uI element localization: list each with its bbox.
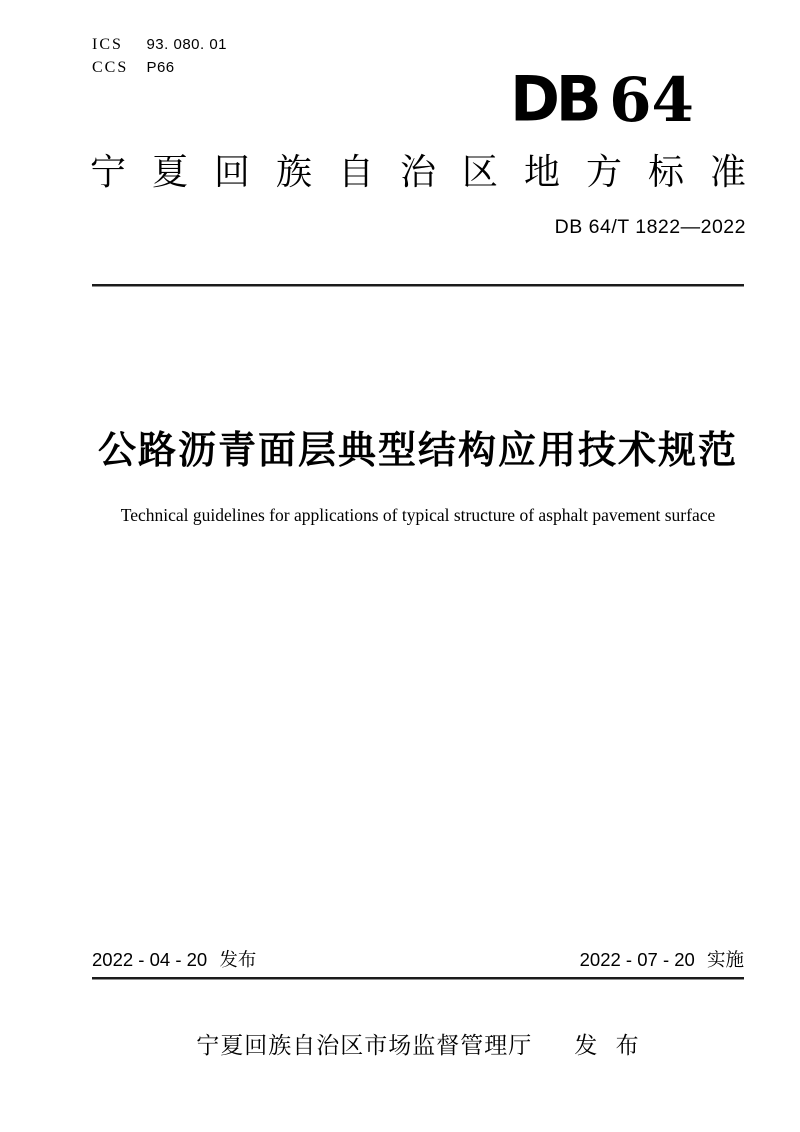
logo-64-text: 64: [609, 65, 694, 136]
implement-date: 2022 - 07 - 20: [579, 949, 695, 970]
ccs-line: [92, 56, 227, 79]
db64-logo: [510, 63, 694, 137]
implement-label: 实施: [706, 949, 744, 970]
issue-date: 2022 - 04 - 20: [92, 949, 208, 970]
ccs-value: P66: [146, 59, 175, 76]
title-chinese: 公路沥青面层典型结构应用技术规范: [97, 430, 738, 472]
logo-db-text: DB: [510, 63, 598, 137]
ccs-label: CCS: [92, 59, 129, 76]
ics-label: ICS: [92, 36, 123, 53]
classification-codes: [92, 33, 227, 79]
publish-label: 发 布: [574, 1032, 640, 1058]
issue-date-group: [92, 948, 256, 972]
ics-line: [92, 33, 227, 56]
standard-type-heading: 宁 夏 回 族 自 治 区 地 方 标 准: [90, 151, 746, 192]
implement-date-group: [580, 948, 744, 972]
page-content: [90, 0, 746, 1132]
header-rule: [92, 284, 744, 286]
dates-row: [92, 948, 744, 972]
issue-label: 发布: [219, 949, 257, 970]
publisher-row: [90, 1031, 746, 1059]
title-english: Technical guidelines for applications of typical structure of asphalt pavement surface: [120, 505, 716, 525]
footer-rule: [92, 977, 744, 979]
ics-value: 93. 080. 01: [146, 36, 228, 53]
issuer-name: 宁夏回族自治区市场监督管理厅: [196, 1032, 533, 1058]
standard-number: DB 64/T 1822—2022: [554, 216, 746, 238]
